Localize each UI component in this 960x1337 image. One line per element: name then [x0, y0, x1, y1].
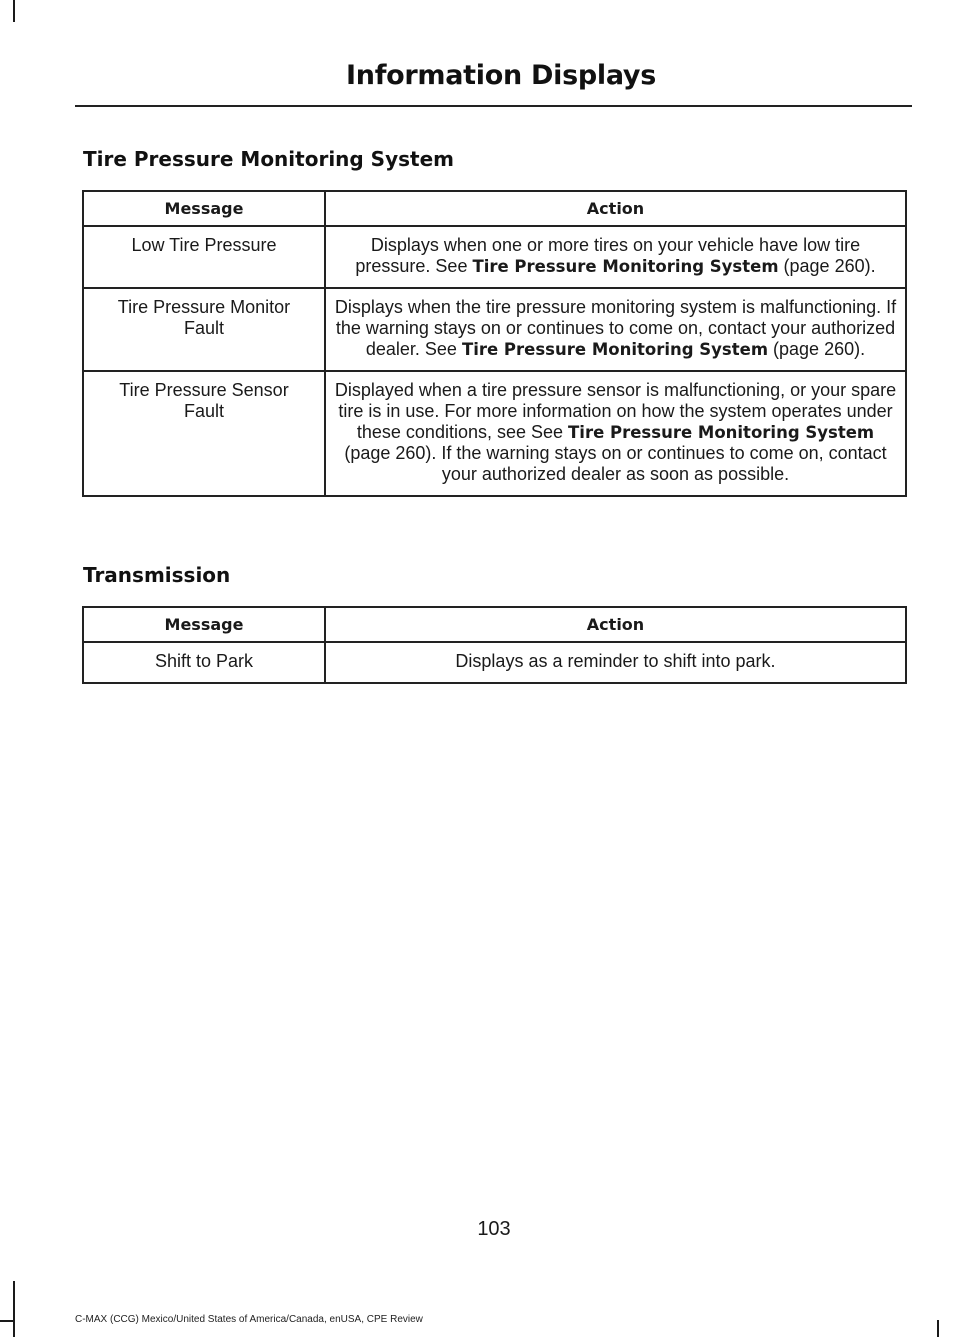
section-title-transmission: Transmission [83, 563, 231, 587]
action-cell [325, 288, 906, 371]
action-text: Displays when one or more tires on your vehicle have low tire pressure. See [355, 235, 861, 276]
footer-document-info: C-MAX (CCG) Mexico/United States of America/Canada, enUSA, CPE Review [75, 1314, 423, 1325]
message-cell: Low Tire Pressure [83, 226, 325, 288]
column-header-message: Message [83, 607, 325, 642]
transmission-message-table [82, 606, 907, 684]
page-number: 103 [477, 1218, 511, 1240]
page-reference: (page 260). [768, 339, 866, 359]
cross-reference-link[interactable]: Tire Pressure Monitoring System [472, 257, 779, 276]
action-cell [325, 642, 906, 683]
action-text: Displays as a reminder to shift into park. [455, 651, 776, 671]
table-row [83, 226, 906, 288]
action-text: Displayed when a tire pressure sensor is malfunctioning, or your spare tire is in use. For more information on how the system operates under these conditions, see See [334, 380, 897, 442]
table-row [83, 642, 906, 683]
crop-mark-bottom-left [13, 1281, 15, 1337]
page-reference: (page 260). If the warning stays on or continues to come on, contact your authorized dealer as soon as possible. [344, 443, 887, 484]
tpms-message-table [82, 190, 907, 497]
column-header-action: Action [325, 607, 906, 642]
crop-mark-top-left [13, 0, 15, 22]
page-reference: (page 260). [778, 256, 876, 276]
header-rule [75, 105, 912, 107]
message-cell: Tire Pressure Sensor Fault [83, 371, 325, 496]
column-header-message: Message [83, 191, 325, 226]
action-text: Displays when the tire pressure monitoring system is malfunctioning. If the warning stays on or continues to come on, contact your authorized dealer. See [334, 297, 897, 359]
column-header-action: Action [325, 191, 906, 226]
table-header-row [83, 191, 906, 226]
action-cell [325, 226, 906, 288]
table-row [83, 371, 906, 496]
page-header-title: Information Displays [346, 60, 656, 91]
crop-mark-bottom-left-foot [0, 1320, 15, 1322]
cross-reference-link[interactable]: Tire Pressure Monitoring System [568, 423, 875, 442]
message-cell: Shift to Park [83, 642, 325, 683]
action-cell [325, 371, 906, 496]
table-header-row [83, 607, 906, 642]
message-cell: Tire Pressure Monitor Fault [83, 288, 325, 371]
crop-mark-bottom-right [937, 1320, 939, 1337]
table-row [83, 288, 906, 371]
section-title-tpms: Tire Pressure Monitoring System [83, 147, 454, 171]
cross-reference-link[interactable]: Tire Pressure Monitoring System [461, 340, 769, 359]
